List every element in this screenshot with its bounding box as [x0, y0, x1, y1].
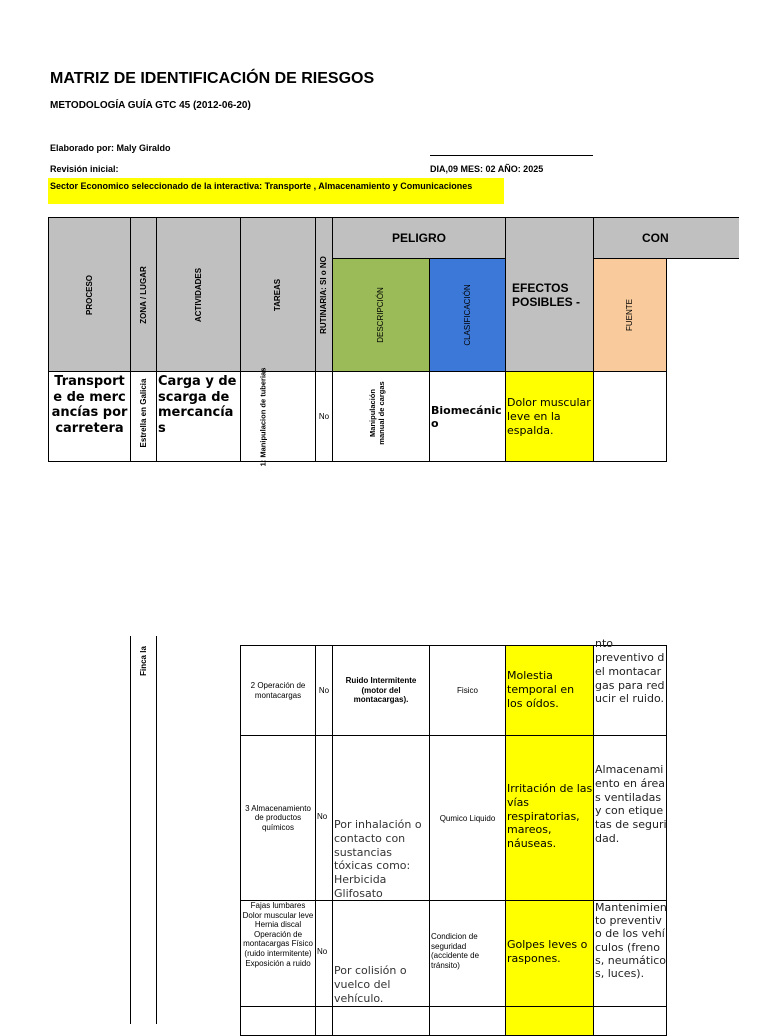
row1-zona: Estrella en Galicia — [130, 371, 157, 462]
row3-tarea: 3 Almacenamiento de productos químicos — [240, 735, 316, 901]
revision-label: Revisión inicial: — [50, 164, 119, 174]
sector-banner: Sector Economico seleccionado de la interactiva: Transporte , Almacenamiento y Comunicaciones — [48, 178, 504, 204]
row1-clasificacion: Biomecánico — [429, 371, 506, 462]
row5-tarea — [240, 1006, 316, 1036]
row1-rutinaria: No — [315, 371, 333, 462]
row4-fuente: Mantenimiento preventivo de los vehículos (frenos, neumáticos, luces). — [593, 900, 667, 1007]
elaborado-label: Elaborado por: Maly Giraldo — [50, 143, 171, 153]
zona-right-border — [156, 636, 157, 1024]
date-underline — [430, 155, 593, 156]
row2-efectos: Molestia temporal en los oídos. — [505, 645, 594, 736]
page-title: MATRIZ DE IDENTIFICACIÓN DE RIESGOS — [50, 70, 375, 87]
col-clasificacion: CLASIFICACIÓN — [429, 258, 506, 372]
row3-clasificacion: Qumico Liquido — [429, 735, 506, 901]
row5-descripcion — [332, 1006, 430, 1036]
col-tareas: TAREAS — [240, 217, 316, 372]
row1-fuente — [593, 371, 667, 462]
row5-fuente — [593, 1006, 667, 1036]
row3-efectos: Irritación de las vías respiratorias, mareos, náuseas. — [505, 735, 594, 901]
zona-left-border — [130, 636, 131, 1024]
row4-tarea: Fajas lumbares Dolor muscular leve Hernia discal Operación de montacargas Físico (ruido intermitente) Exposición a ruido — [240, 900, 316, 1007]
row1-efectos: Dolor muscular leve en la espalda. — [505, 371, 594, 462]
row2-tarea: 2 Operación de montacargas — [240, 645, 316, 736]
date-label: DIA,09 MES: 02 AÑO: 2025 — [430, 164, 544, 174]
col-efectos: EFECTOS POSIBLES - — [505, 217, 594, 372]
row2-clasificacion: Fisico — [429, 645, 506, 736]
col-controles: CON — [593, 217, 739, 259]
page2-zona: Finca la — [138, 646, 148, 676]
methodology-subtitle: METODOLOGÍA GUÍA GTC 45 (2012-06-20) — [50, 100, 251, 111]
col-fuente: FUENTE — [593, 258, 667, 372]
row1-descripcion: Manipulación manual de cargas — [332, 371, 430, 462]
row4-clasificacion: Condicion de seguridad (accidente de tránsito) — [429, 900, 506, 1007]
row5-clasificacion — [429, 1006, 506, 1036]
row1-actividad: Carga y descarga de mercancías — [156, 371, 241, 462]
row2-fuente: nto preventivo del montacargas para reducir el ruido. — [593, 645, 667, 736]
row1-proceso: Transporte de mercancías por carretera — [48, 371, 131, 462]
row4-rutinaria: No — [315, 900, 333, 1007]
row2-rutinaria: No — [315, 645, 333, 736]
row3-descripcion: Por inhalación o contacto con sustancias tóxicas como: Herbicida Glifosato — [332, 735, 430, 901]
row3-rutinaria: No — [315, 735, 333, 901]
col-rutinaria: RUTINARIA: SI o NO — [315, 217, 333, 372]
col-peligro: PELIGRO — [332, 217, 506, 259]
row2-descripcion: Ruido Intermitente (motor del montacargas). — [332, 645, 430, 736]
row4-descripcion: Por colisión o vuelco del vehículo. — [332, 900, 430, 1007]
row5-efectos — [505, 1006, 594, 1036]
row4-efectos: Golpes leves o raspones. — [505, 900, 594, 1007]
col-descripcion: DESCRIPCIÓN — [332, 258, 430, 372]
row3-fuente: Almacenamiento en áreas ventiladas y con etiquetas de seguridad. — [593, 735, 667, 901]
col-actividades: ACTIVIDADES — [156, 217, 241, 372]
row5-rutinaria — [315, 1006, 333, 1036]
col-zona: ZONA / LUGAR — [130, 217, 157, 372]
row1-tarea: 1: Manipulacion de tuberias — [240, 371, 316, 462]
col-proceso: PROCESO — [48, 217, 131, 372]
